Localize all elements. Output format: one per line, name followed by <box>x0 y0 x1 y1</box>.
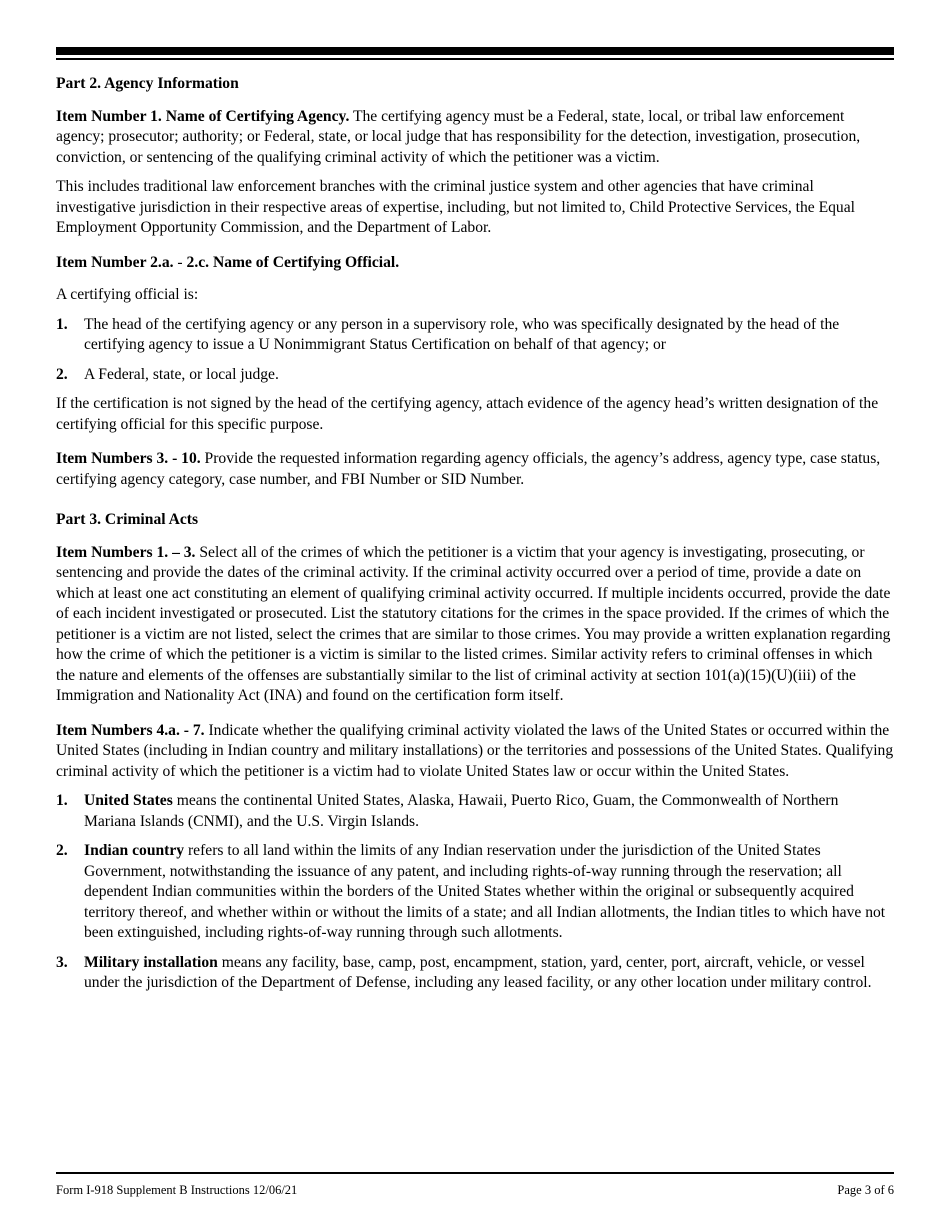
part2-item1-paragraph <box>56 107 894 169</box>
list-item-text: A Federal, state, or local judge. <box>84 365 279 383</box>
part3-item1-3-paragraph <box>56 543 894 707</box>
list-item <box>56 315 894 356</box>
header-thick-rule <box>56 47 894 55</box>
part2-item3-10-label: Item Numbers 3. - 10. <box>56 450 201 467</box>
definition-term: Military installation <box>84 953 218 971</box>
footer-form-name: Form I-918 Supplement B Instructions 12/06/21 <box>56 1183 298 1197</box>
part2-item2-intro: A certifying official is: <box>56 286 199 303</box>
definition-text: refers to all land within the limits of any Indian reservation under the jurisdiction of the United States Government, notwithstanding the issuance of any patent, and including rights-of-way running through the reservation; all dependent Indian communities within the borders of the United States whether within the original or subsequently acquired territory thereof, and whether within or without the limits of a state; and all Indian allotments, the Indian titles to which have not been extinguished, including rights-of-way running through such allotments. <box>84 842 886 941</box>
part3-item4-7-paragraph <box>56 721 894 783</box>
part2-item3-10-text: Provide the requested information regarding agency officials, the agency’s address, agency type, case status, certifying agency category, case number, and FBI Number or SID Number. <box>56 450 881 488</box>
part3-item4-7-label: Item Numbers 4.a. - 7. <box>56 721 205 739</box>
part2-item2-note: If the certification is not signed by the head of the certifying agency, attach evidence of the agency head’s written designation of the certifying official for this specific purpose. <box>56 395 879 433</box>
part2-item2-label-b: 2.c. Name of Certifying Official. <box>186 253 400 271</box>
page-footer <box>56 1183 894 1198</box>
part2-item2-heading <box>56 253 894 274</box>
definition-term: United States <box>84 792 173 809</box>
footer-rule <box>56 1172 894 1174</box>
part2-heading: Part 2. Agency Information <box>56 75 239 92</box>
certifying-official-list <box>56 315 894 386</box>
list-item <box>56 365 894 386</box>
part2-item3-10-paragraph <box>56 449 894 490</box>
list-item <box>56 791 894 832</box>
header-thin-rule <box>56 58 894 60</box>
part2-item2-label-a: Item Number 2.a. <box>56 253 174 271</box>
footer-page-number: Page 3 of 6 <box>837 1183 894 1197</box>
part3-item1-3-text: Select all of the crimes of which the petitioner is a victim that your agency is investigating, prosecuting, or sentencing and provide the dates of the criminal activity. If the criminal activity occurred over a period of time, provide a date on which at least one act constituting an element of qualifying criminal activity occurred. If multiple incidents occurred, provide the date of each incident investigated or prosecuted. List the statutory citations for the crimes in the space provided. If the crimes of which the petitioner is a victim are not listed, select the crimes that are similar to those crimes. You may provide a written explanation regarding how the crime of which the petitioner is a victim is similar to the listed crimes. Similar activity refers to criminal offenses in which the nature and elements of the offenses are substantially similar to the list of criminal activity at section 101(a)(15)(U)(iii) of the Immigration and Nationality Act (INA) and found on the certification form itself. <box>56 543 891 704</box>
part2-item2-dash: - <box>173 253 187 271</box>
list-item-number: 3. <box>56 953 68 971</box>
part2-item1-label: Item Number 1. Name of Certifying Agency. <box>56 107 350 125</box>
part3-item4-7-text: Indicate whether the qualifying criminal activity violated the laws of the United States or occurred within the United States (including in Indian country and military installations) or the territories and possessions of the United States. Qualifying criminal activity of which the petitioner is a victim had to violate United States law or occur within the United States. <box>56 721 894 780</box>
list-item <box>56 953 894 994</box>
list-item-text: The head of the certifying agency or any person in a supervisory role, who was specifically designated by the head of the certifying agency to issue a U Nonimmigrant Status Certification on behalf of that agency; or <box>84 315 840 353</box>
part3-item1-3-label: Item Numbers 1. – 3. <box>56 543 196 561</box>
list-item-number: 1. <box>56 792 68 809</box>
definition-term: Indian country <box>84 842 185 859</box>
list-item-number: 2. <box>56 842 68 859</box>
list-item-number: 2. <box>56 365 68 383</box>
definition-text: means any facility, base, camp, post, encampment, station, yard, center, port, aircraft, vehicle, or vessel under the jurisdiction of the Department of Defense, including any leased facility, or any other location under military control. <box>84 953 872 991</box>
list-item <box>56 841 894 944</box>
part2-item1-text: The certifying agency must be a Federal, state, local, or tribal law enforcement agency; prosecutor; authority; or Federal, state, or local judge that has responsibility for the detection, investigation, prosecution, conviction, or sentencing of the qualifying criminal activity of which the petitioner was a victim. <box>56 107 861 166</box>
part2-item1-paragraph2: This includes traditional law enforcement branches with the criminal justice system and other agencies that have criminal investigative jurisdiction in their respective areas of expertise, including, but not limited to, Child Protective Services, the Equal Employment Opportunity Commission, and the Department of Labor. <box>56 178 855 236</box>
part3-heading: Part 3. Criminal Acts <box>56 511 199 528</box>
definitions-list <box>56 791 894 994</box>
definition-text: means the continental United States, Alaska, Hawaii, Puerto Rico, Guam, the Commonwealth of Northern Mariana Islands (CNMI), and the U.S. Virgin Islands. <box>84 792 839 830</box>
list-item-number: 1. <box>56 315 68 333</box>
document-body <box>56 74 894 1003</box>
